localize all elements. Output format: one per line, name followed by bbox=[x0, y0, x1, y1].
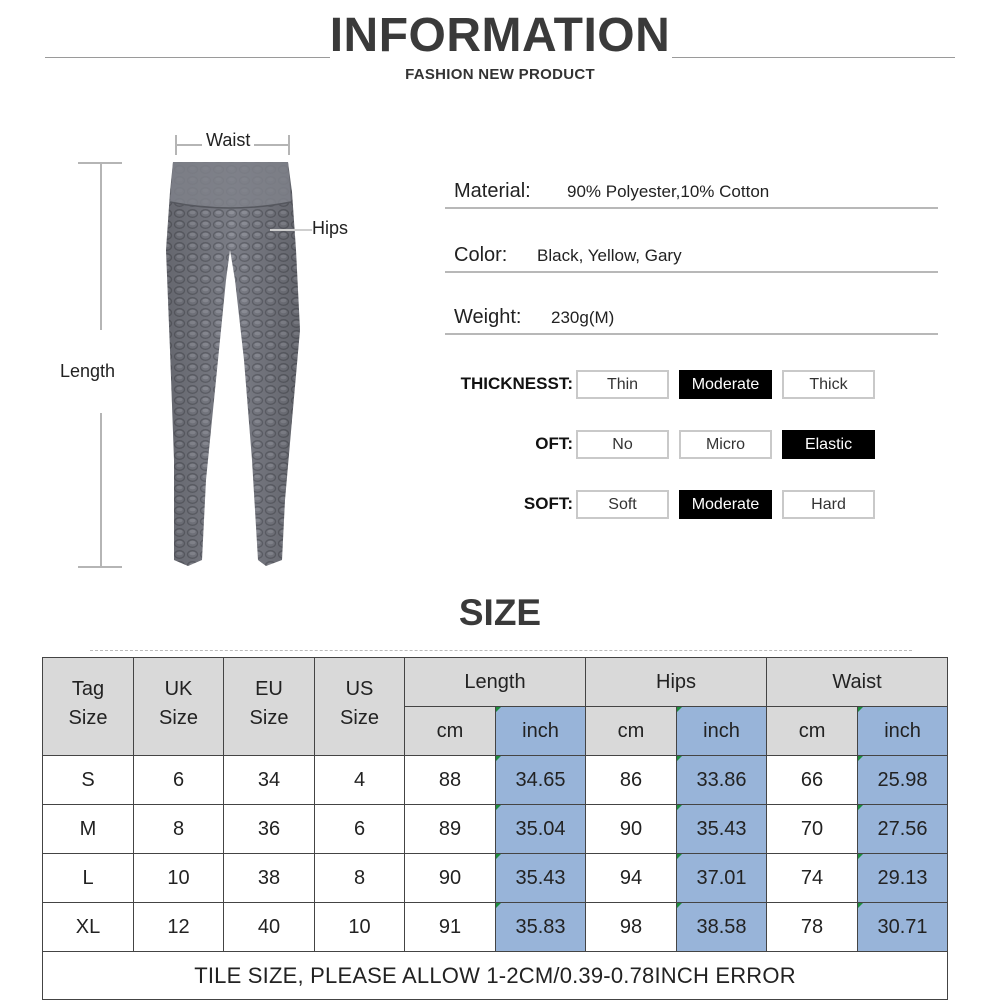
cell-uk: 12 bbox=[134, 903, 224, 952]
table-row bbox=[43, 903, 948, 952]
cell-us: 8 bbox=[315, 854, 405, 903]
attr-oft-label: OFT: bbox=[535, 434, 573, 453]
cell-waist-cm: 66 bbox=[767, 756, 858, 805]
cell-hips-inch: 38.58 bbox=[677, 903, 767, 952]
size-error-note: TILE SIZE, PLEASE ALLOW 1-2CM/0.39-0.78INCH ERROR bbox=[43, 952, 948, 1000]
cell-hips-cm: 90 bbox=[586, 805, 677, 854]
header-hips: Hips bbox=[586, 658, 767, 707]
table-footer-row bbox=[43, 952, 948, 1000]
attr-thickness-label: THICKNESST: bbox=[460, 374, 573, 393]
cell-us: 6 bbox=[315, 805, 405, 854]
spec-weight-key: Weight: bbox=[454, 306, 522, 328]
spec-weight bbox=[445, 305, 938, 335]
attr-oft-option-micro: Micro bbox=[679, 430, 772, 459]
cell-us: 4 bbox=[315, 756, 405, 805]
cell-hips-inch: 37.01 bbox=[677, 854, 767, 903]
spec-material-key: Material: bbox=[454, 180, 531, 202]
cell-eu: 36 bbox=[224, 805, 315, 854]
cell-hips-inch: 35.43 bbox=[677, 805, 767, 854]
hips-label: Hips bbox=[312, 218, 349, 238]
cell-eu: 38 bbox=[224, 854, 315, 903]
header-us-size: US Size bbox=[315, 658, 405, 756]
header-length: Length bbox=[405, 658, 586, 707]
header-waist-cm: cm bbox=[767, 707, 858, 756]
cell-us: 10 bbox=[315, 903, 405, 952]
spec-weight-value: 230g(M) bbox=[551, 308, 615, 327]
cell-eu: 40 bbox=[224, 903, 315, 952]
header-hips-cm: cm bbox=[586, 707, 677, 756]
cell-hips-inch: 33.86 bbox=[677, 756, 767, 805]
cell-eu: 34 bbox=[224, 756, 315, 805]
attr-soft-option-moderate: Moderate bbox=[679, 490, 772, 519]
cell-tag: XL bbox=[43, 903, 134, 952]
cell-uk: 8 bbox=[134, 805, 224, 854]
cell-length-inch: 34.65 bbox=[496, 756, 586, 805]
header-hips-inch: inch bbox=[677, 707, 767, 756]
cell-waist-cm: 74 bbox=[767, 854, 858, 903]
cell-uk: 10 bbox=[134, 854, 224, 903]
waist-label: Waist bbox=[202, 130, 254, 151]
cell-waist-inch: 25.98 bbox=[858, 756, 948, 805]
attr-soft-option-hard: Hard bbox=[782, 490, 875, 519]
header-length-inch: inch bbox=[496, 707, 586, 756]
length-label: Length bbox=[60, 361, 116, 381]
cell-length-cm: 89 bbox=[405, 805, 496, 854]
spec-color-key: Color: bbox=[454, 244, 508, 266]
size-title: SIZE bbox=[458, 592, 542, 633]
cell-hips-cm: 98 bbox=[586, 903, 677, 952]
attr-soft-label: SOFT: bbox=[523, 494, 573, 513]
table-row bbox=[43, 854, 948, 903]
cell-waist-inch: 29.13 bbox=[858, 854, 948, 903]
spec-color-value: Black, Yellow, Gary bbox=[537, 246, 682, 265]
spec-material bbox=[445, 179, 938, 209]
cell-uk: 6 bbox=[134, 756, 224, 805]
header-eu-size: EU Size bbox=[224, 658, 315, 756]
cell-waist-cm: 70 bbox=[767, 805, 858, 854]
attr-thickness-option-thin: Thin bbox=[576, 370, 669, 399]
hips-pointer-line bbox=[270, 229, 312, 231]
cell-length-cm: 88 bbox=[405, 756, 496, 805]
cell-waist-cm: 78 bbox=[767, 903, 858, 952]
header-tag-size: Tag Size bbox=[43, 658, 134, 756]
header-waist-inch: inch bbox=[858, 707, 948, 756]
product-figure bbox=[30, 120, 400, 590]
header-length-cm: cm bbox=[405, 707, 496, 756]
cell-length-inch: 35.43 bbox=[496, 854, 586, 903]
cell-waist-inch: 30.71 bbox=[858, 903, 948, 952]
cell-tag: L bbox=[43, 854, 134, 903]
page-subtitle: FASHION NEW PRODUCT bbox=[405, 66, 595, 83]
header-uk-size: UK Size bbox=[134, 658, 224, 756]
table-row bbox=[43, 805, 948, 854]
cell-tag: S bbox=[43, 756, 134, 805]
cell-length-cm: 90 bbox=[405, 854, 496, 903]
cell-length-cm: 91 bbox=[405, 903, 496, 952]
cell-hips-cm: 94 bbox=[586, 854, 677, 903]
page-title: INFORMATION bbox=[329, 9, 671, 62]
leggings-image bbox=[30, 120, 400, 590]
size-divider bbox=[90, 650, 912, 651]
cell-hips-cm: 86 bbox=[586, 756, 677, 805]
attr-soft-option-soft: Soft bbox=[576, 490, 669, 519]
attr-thickness-option-thick: Thick bbox=[782, 370, 875, 399]
spec-color bbox=[445, 243, 938, 273]
table-row bbox=[43, 756, 948, 805]
cell-tag: M bbox=[43, 805, 134, 854]
cell-length-inch: 35.04 bbox=[496, 805, 586, 854]
size-table bbox=[42, 657, 948, 1000]
attr-oft-option-elastic: Elastic bbox=[782, 430, 875, 459]
cell-waist-inch: 27.56 bbox=[858, 805, 948, 854]
cell-length-inch: 35.83 bbox=[496, 903, 586, 952]
header-waist: Waist bbox=[767, 658, 948, 707]
attr-thickness-option-moderate: Moderate bbox=[679, 370, 772, 399]
spec-material-value: 90% Polyester,10% Cotton bbox=[567, 182, 770, 201]
attr-oft-option-no: No bbox=[576, 430, 669, 459]
